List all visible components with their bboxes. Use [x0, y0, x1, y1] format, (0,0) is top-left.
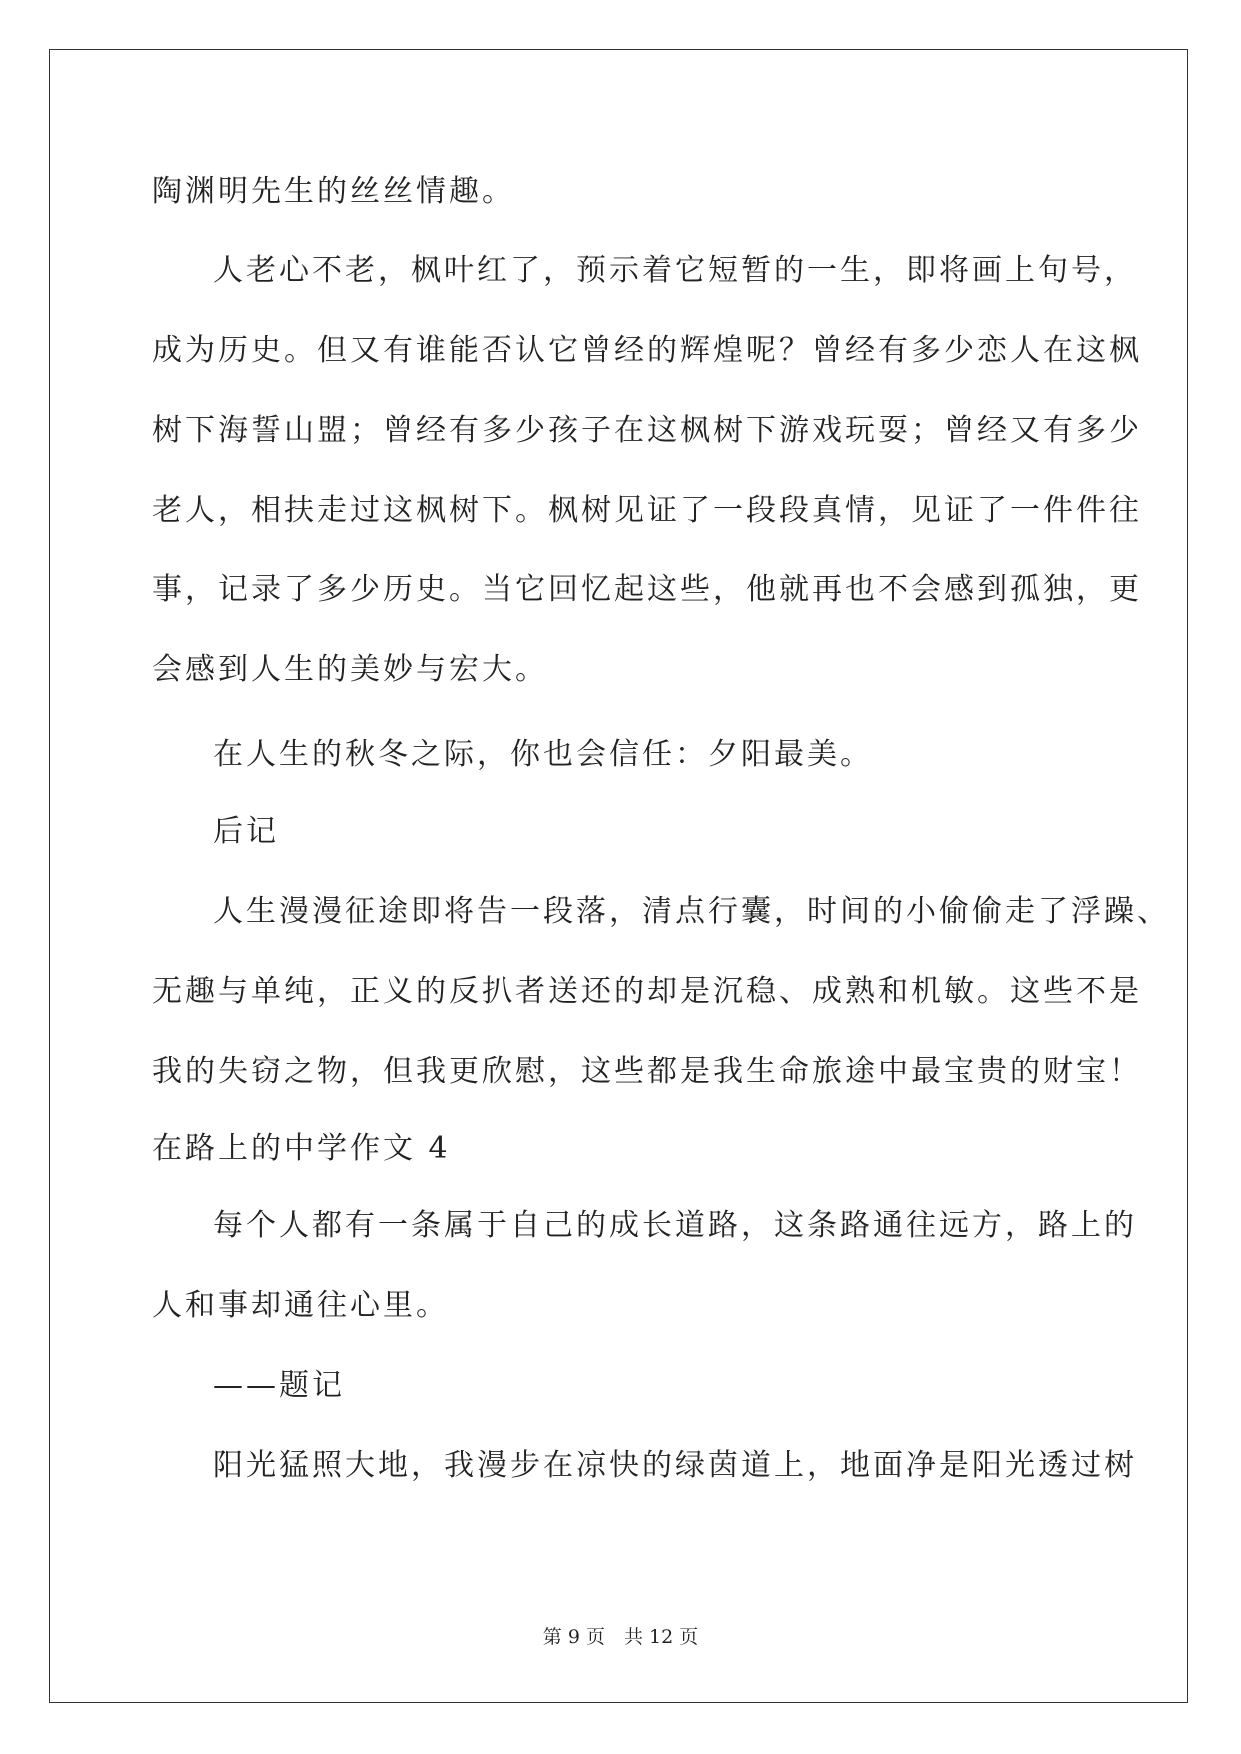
article-title: 在路上的中学作文 4	[152, 1131, 451, 1166]
text-line: 每个人都有一条属于自己的成长道路，这条路通往远方，路上的	[213, 1208, 1137, 1243]
text-line: 会感到人生的美妙与宏大。	[152, 652, 548, 687]
text-line: 老人，相扶走过这枫树下。枫树见证了一段段真情，见证了一件件往	[152, 493, 1142, 528]
text-line: 人和事却通往心里。	[152, 1288, 449, 1323]
text-line: 陶渊明先生的丝丝情趣。	[152, 174, 515, 209]
text-line: 无趣与单纯，正义的反扒者送还的却是沉稳、成熟和机敏。这些不是	[152, 974, 1142, 1009]
text-line: 在人生的秋冬之际，你也会信任：夕阳最美。	[213, 737, 873, 772]
text-line: 人生漫漫征途即将告一段落，清点行囊，时间的小偷偷走了浮躁、	[213, 894, 1170, 929]
text-line: 我的失窃之物，但我更欣慰，这些都是我生命旅途中最宝贵的财宝！	[152, 1054, 1142, 1089]
section-heading: 后记	[213, 814, 279, 849]
page-number: 第 9 页 共 12 页	[542, 1626, 699, 1648]
text-line: 树下海誓山盟；曾经有多少孩子在这枫树下游戏玩耍；曾经又有多少	[152, 413, 1142, 448]
text-line: 阳光猛照大地，我漫步在凉快的绿茵道上，地面净是阳光透过树	[213, 1448, 1137, 1483]
text-line: 成为历史。但又有谁能否认它曾经的辉煌呢？曾经有多少恋人在这枫	[152, 333, 1142, 368]
text-line: 人老心不老，枫叶红了，预示着它短暂的一生，即将画上句号，	[213, 253, 1137, 288]
text-line: 事，记录了多少历史。当它回忆起这些，他就再也不会感到孤独，更	[152, 572, 1142, 607]
epigraph-label: ——题记	[213, 1368, 345, 1403]
